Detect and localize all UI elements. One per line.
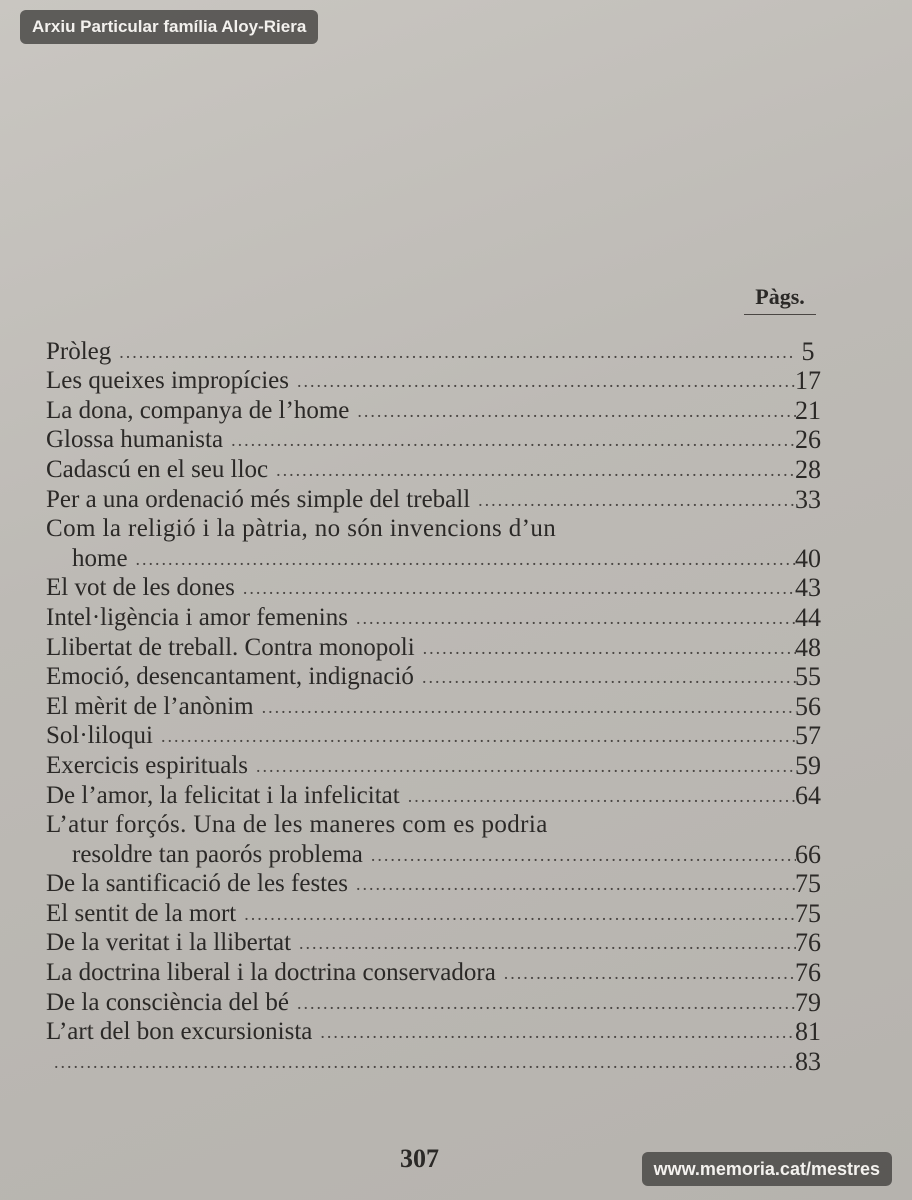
toc-entry: Pròleg ..... 5	[46, 336, 836, 366]
toc-entry: El mèrit de l’anònim ..... 56	[46, 691, 836, 721]
toc-entry: De la santificació de les festes ..... 75	[46, 869, 836, 899]
toc-entry: La doctrina liberal i la doctrina conservadora ..... 76	[46, 957, 836, 987]
toc-entry: Per a una ordenació més simple del treball ..... 33	[46, 484, 836, 514]
toc-entry: Glossa humanista ..... 26	[46, 425, 836, 455]
toc-entry: Cadascú en el seu lloc ..... 28	[46, 454, 836, 484]
table-of-contents	[46, 336, 836, 1076]
toc-entry: De l’amor, la felicitat i la infelicitat ..... 64	[46, 780, 836, 810]
toc-entry: Sol·liloqui ..... 57	[46, 721, 836, 751]
toc-entry: De la veritat i la llibertat ..... 76	[46, 928, 836, 958]
website-watermark: www.memoria.cat/mestres	[642, 1152, 892, 1186]
toc-entry: De la consciència del bé ..... 79	[46, 987, 836, 1017]
toc-entry: L’art del bon excursionista ..... 81	[46, 1017, 836, 1047]
toc-entry: Com la religió i la pàtria, no són invencions d’un	[46, 515, 557, 543]
toc-entry: Emoció, desencantament, indignació ..... 55	[46, 662, 836, 692]
toc-entry-continuation: resoldre tan paorós problema ..... 66	[46, 839, 836, 869]
archive-watermark: Arxiu Particular família Aloy-Riera	[20, 10, 318, 44]
toc-entry: El sentit de la mort ..... 75	[46, 898, 836, 928]
toc-entry: Llibertat de treball. Contra monopoli ..... 48	[46, 632, 836, 662]
toc-entry: Exercicis espirituals ..... 59	[46, 750, 836, 780]
toc-entry: ..... 83	[46, 1046, 836, 1076]
toc-entry: Les queixes impropícies ..... 17	[46, 366, 836, 396]
toc-entry: La dona, companya de l’home ..... 21	[46, 395, 836, 425]
toc-entry: El vot de les dones ..... 43	[46, 573, 836, 603]
toc-entry: Intel·ligència i amor femenins ..... 44	[46, 602, 836, 632]
pages-column-header: Pàgs.	[744, 284, 816, 315]
page-number: 307	[400, 1144, 439, 1173]
toc-entry: L’atur forçós. Una de les maneres com es podria	[46, 811, 548, 839]
toc-entry-continuation: home ..... 40	[46, 543, 836, 573]
